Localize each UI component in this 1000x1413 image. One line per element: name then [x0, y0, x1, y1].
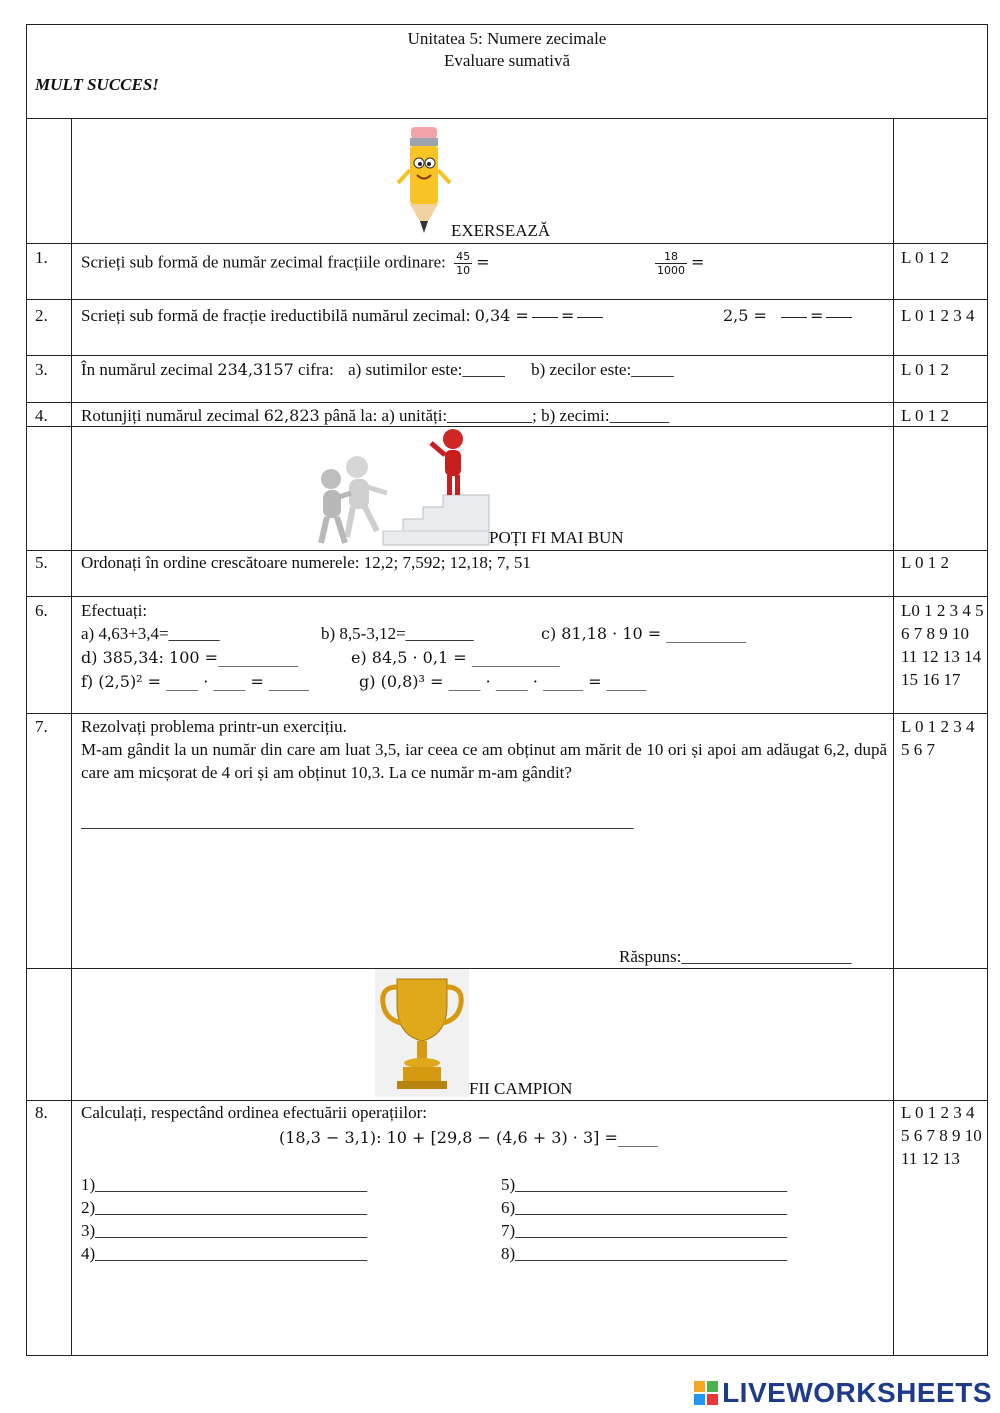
- answer-line: _________________________________________________________________: [81, 812, 634, 831]
- calc-line[interactable]: 6)________________________________: [501, 1198, 788, 1217]
- question-6b: b) 8,5-3,12=________: [321, 624, 474, 643]
- score-scale: L 0 1 2: [901, 360, 950, 379]
- liveworksheets-logo: LIVEWORKSHEETS: [694, 1377, 992, 1409]
- worksheet: [26, 24, 988, 1356]
- fraction-1: $\frac{45}{10}$: [456, 250, 471, 277]
- question-number: 5.: [35, 553, 48, 572]
- score-scale: L 0 1 2 3 4 5 6 7: [901, 717, 975, 759]
- answer-field[interactable]: Răspuns:____________________: [619, 947, 852, 966]
- fraction-2: $\frac{18}{1000}$: [657, 250, 685, 277]
- question-number: 8.: [35, 1103, 48, 1122]
- score-scale: L 0 1 2: [901, 248, 950, 267]
- question-5: Ordonați în ordine crescătoare numerele: 12,2; 7,592; 12,18; 7, 51: [81, 553, 531, 572]
- score-scale: L 0 1 2: [901, 406, 950, 425]
- row-divider: [27, 243, 987, 244]
- question-6d: d) 385,34: 100 =__________: [81, 648, 299, 667]
- question-3: În numărul zecimal 234,3157 cifra: a) sutimilor este:_____ b) zecilor este:_____: [81, 360, 674, 379]
- score-scale: L 0 1 2 3 4: [901, 306, 975, 325]
- row-divider: [27, 355, 987, 356]
- row-divider: [27, 968, 987, 969]
- liveworksheets-badge-icon: [694, 1381, 718, 1405]
- column-divider: [893, 118, 894, 1356]
- question-text: Scrieți sub formă de fracție ireductibilă numărul zecimal:: [81, 306, 471, 325]
- question-6g: g) (0,8)³ = ____ · ____ · _____ = _____: [359, 672, 647, 691]
- calc-line[interactable]: 2)________________________________: [81, 1198, 368, 1217]
- calc-line[interactable]: 5)________________________________: [501, 1175, 788, 1194]
- page-title: Unitatea 5: Numere zecimale: [407, 29, 607, 48]
- question-number: 7.: [35, 717, 48, 736]
- question-8-title: Calculați, respectând ordinea efectuării operațiilor:: [81, 1103, 427, 1122]
- section-fii-campion: FII CAMPION: [469, 1079, 573, 1098]
- row-divider: [27, 713, 987, 714]
- question-2-second: 2,5 = =: [723, 304, 855, 327]
- question-number: 1.: [35, 248, 48, 267]
- score-scale: L 0 1 2: [901, 553, 950, 572]
- question-6e: e) 84,5 · 0,1 = ___________: [351, 648, 560, 667]
- section-poti-fi-mai-bun: POȚI FI MAI BUN: [489, 528, 624, 547]
- question-number: 6.: [35, 601, 48, 620]
- question-7-title: Rezolvați problema printr-un exercițiu.: [81, 717, 347, 736]
- page-subtitle: Evaluare sumativă: [443, 51, 571, 70]
- motto: MULT SUCCES!: [35, 75, 159, 94]
- calc-line[interactable]: 8)________________________________: [501, 1244, 788, 1263]
- calc-line[interactable]: 4)________________________________: [81, 1244, 368, 1263]
- row-divider: [27, 596, 987, 597]
- question-7-body: M-am gândit la un număr din care am luat 3,5, iar ceea ce am obținut am mărit de 10 ori și apoi am adăugat 6,2, după care am micșorat de 4 ori și am obținut 10,3. La ce număr m-am gândit?: [81, 740, 887, 782]
- question-number: 4.: [35, 406, 48, 425]
- pencil-mascot-icon: [393, 125, 455, 237]
- calc-line[interactable]: 7)________________________________: [501, 1221, 788, 1240]
- row-divider: [27, 299, 987, 300]
- section-exerseaza: EXERSEAZĂ: [451, 221, 551, 240]
- question-1-second: $\frac{18}{1000}$ =: [657, 250, 705, 277]
- question-6c: c) 81,18 · 10 = __________: [541, 624, 747, 643]
- figures-climbing-stairs-icon: [313, 427, 493, 547]
- question-2: Scrieți sub formă de fracție ireductibilă numărul zecimal: 0,34 = =: [81, 304, 606, 327]
- question-text: Scrieți sub formă de număr zecimal fracțiile ordinare:: [81, 252, 446, 272]
- row-divider: [27, 402, 987, 403]
- question-6f: f) (2,5)² = ____ · ____ = _____: [81, 672, 310, 691]
- question-6a: a) 4,63+3,4=______: [81, 624, 220, 643]
- question-1: Scrieți sub formă de număr zecimal fracțiile ordinare: $\frac{45}{10}$ =: [81, 250, 490, 277]
- question-8-expression: (18,3 − 3,1): 10 + [29,8 − (4,6 + 3) · 3] =_____: [279, 1128, 658, 1147]
- score-scale: L0 1 2 3 4 5 6 7 8 9 10 11 12 13 14 15 16 17: [901, 601, 984, 689]
- question-number: 3.: [35, 360, 48, 379]
- column-divider: [71, 118, 72, 1356]
- trophy-icon: [375, 969, 469, 1097]
- question-number: 2.: [35, 306, 48, 325]
- question-4: Rotunjiți numărul zecimal 62,823 până la: a) unități:__________; b) zecimi:_______: [81, 406, 670, 425]
- question-6-title: Efectuați:: [81, 601, 148, 620]
- score-scale: L 0 1 2 3 4 5 6 7 8 9 10 11 12 13: [901, 1103, 982, 1168]
- calc-line[interactable]: 1)________________________________: [81, 1175, 368, 1194]
- row-divider: [27, 118, 987, 119]
- calc-line[interactable]: 3)________________________________: [81, 1221, 368, 1240]
